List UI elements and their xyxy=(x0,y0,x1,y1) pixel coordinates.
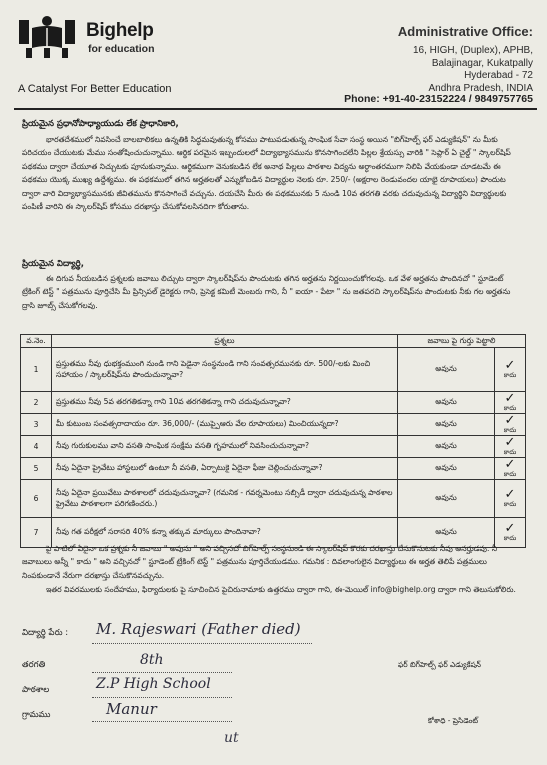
answer-yes: అవును xyxy=(398,436,495,458)
office-line: 16, HIGH, (Duplex), APHB, xyxy=(412,45,533,56)
class-underline xyxy=(92,672,232,673)
office-heading: Administrative Office: xyxy=(397,24,533,39)
handwritten-mark: ut xyxy=(224,730,239,746)
answer-no-cell xyxy=(495,480,526,518)
row-number: 7 xyxy=(21,518,52,548)
row-question: నీవు గత పరీక్షలో సరాసరి 40% కన్నా తక్కువ మార్కులు పొందినావా? xyxy=(52,518,398,548)
row-question: నీవు ఏదైనా ప్రయివేటు పాఠశాలలో చదువుచున్నావా? (గమనిక - గవర్నమెంటు సబ్సిడీ ద్వారా చదువుచున్న పాఠశాల ప్రైవేటు పాఠశాలగా పరిగణించరు.) xyxy=(52,480,398,518)
row-number: 3 xyxy=(21,414,52,436)
col-header-number: వ.నెం. xyxy=(21,335,52,348)
answer-no-cell xyxy=(495,392,526,414)
brand-subtitle: for education xyxy=(88,43,155,55)
row-question: ప్రస్తుతము నీవు 5వ తరగతికన్నా గాని 10వ తరగతికన్నా గాని చదువుచున్నావా? xyxy=(52,392,398,414)
answer-yes: అవును xyxy=(398,518,495,548)
answer-no-cell xyxy=(495,436,526,458)
tagline: A Catalyst For Better Education xyxy=(18,83,172,95)
col-header-answer: జవాబు పై గుర్తు పెట్టాలి xyxy=(398,335,526,348)
answer-no-cell xyxy=(495,348,526,392)
header-divider xyxy=(14,108,537,110)
student-name-value[interactable]: M. Rajeswari (Father died) xyxy=(96,620,301,638)
checkmark-icon: ✓ xyxy=(504,390,516,406)
answer-yes: అవును xyxy=(398,480,495,518)
col-header-question: ప్రశ్నలు xyxy=(52,335,398,348)
office-line: Andhra Pradesh, INDIA xyxy=(428,82,533,94)
answer-yes: అవును xyxy=(398,414,495,436)
answer-no: కాదు xyxy=(503,469,517,478)
answer-no: కాదు xyxy=(503,403,517,412)
answer-no: కాదు xyxy=(503,370,517,379)
contact-paragraph: ఇతర వివరములకు సందేహము, ఫిర్యాదులకు పై సూచించిన పైచిరునామాకు ఉత్తరము ద్వారా గాని, ఈ-మెయిల్ info@bighelp.org ద్వారా గాని తెలుసుకోలిరు. xyxy=(46,585,516,594)
eligibility-table xyxy=(20,334,526,548)
answer-no: కాదు xyxy=(503,499,517,508)
checkmark-icon: ✓ xyxy=(504,456,516,472)
class-value[interactable]: 8th xyxy=(140,652,164,668)
answer-yes: అవును xyxy=(398,348,495,392)
table-row xyxy=(21,480,526,518)
village-underline xyxy=(92,721,232,722)
checkmark-icon: ✓ xyxy=(504,412,516,428)
answer-no: కాదు xyxy=(503,447,517,456)
table-row xyxy=(21,392,526,414)
row-question: నీవు గురుకులము వాని వసతి సాంఘిక సంక్షేమ వసతి గృహములో నివసించుచున్నావా? xyxy=(52,436,398,458)
school-value[interactable]: Z.P High School xyxy=(96,676,211,692)
brand-name: Bighelp xyxy=(86,20,154,41)
office-address xyxy=(398,24,533,95)
checkmark-icon: ✓ xyxy=(504,434,516,450)
row-question: ప్రస్తుతము నీవు ధుభక్తంముంగి నుండి గాని పెడైనా సంస్థనుండి గాని సంవత్సరమునకు రూ. 500/-లకు మించి సహాయం / స్కాలర్‌షిప్‌ను పొందుచున్నావా? xyxy=(52,348,398,392)
row-number: 2 xyxy=(21,392,52,414)
village-label: గ్రామము xyxy=(22,710,51,720)
row-question: నీవు ఏదైనా ప్రైవేటు హాస్టలులో ఉంటూ నీ వసతి, ఏర్పాటుకై ఏదైనా ఫీజు చెల్లించుచున్నావా? xyxy=(52,458,398,480)
row-number: 5 xyxy=(21,458,52,480)
row-number: 6 xyxy=(21,480,52,518)
salutation-student: ప్రియమైన విద్యార్థి, xyxy=(22,259,84,269)
table-row xyxy=(21,436,526,458)
checkmark-icon: ✓ xyxy=(504,520,516,536)
row-number: 4 xyxy=(21,436,52,458)
checkmark-icon: ✓ xyxy=(504,486,516,502)
signature-organization: ఫర్ బిగ్‌హెల్ప్ ఫర్ ఎడ్యుకేషన్ xyxy=(398,660,481,669)
intro-paragraph: భారతదేశములో నివసించే బాలబాలికలు ఉన్నతికి సిద్ధమవుతున్న కోసము పాటుపడుతున్న సాంఘిక సేవా సంస్థ అయిన "బిగ్‌హెల్ప్ ఫర్ ఎడ్యుకేషన్" ను మీకు పరిచయం చేయుటకు మేము సంతోషించుచున్నాము. ఆర్థిక పరమైన ఇబ్బందులలో విద్యాభ్యాసమును కొనసాగించలేని పిల్లల శ్రేయస్సు వారికి " సెప్లార్ ఏ చైల్డ్ " స్కాలర్‌షిప్ పథకము ద్వారా చేయూత నిచ్చుటకు పూనుకున్నాము. ఆర్థికముగా వెనుకబడిన లేక అనాథ పిల్లలు పాఠశాల విద్యను అర్ధాంతరముగా నిలిపి వేయకుండా చూడటమే ఈ పథకము యొక్క ముఖ్య ఉద్దేశ్యము. ఈ పథకములో తగిన అర్హతలతో ఎన్నుకోబడిన విద్యార్థుల నెలకు రూ. 250/- (అక్షరాల రెండువందల యాభై రూపాయలు) పొందుట ద్వారా వారి విద్యాభ్యాసమునకు జీవితమును కొనసాగించే వచ్చును. దయచేసి మీరు ఈ పథకమునకు 5 నుండి 10వ తరగతి వరకు చదువుచున్న విద్యార్థిని విద్యార్థులకు పంపిణీ వారిని ఈ స్కాలర్‌షిప్ కోసము దరఖాస్తు చేసుకోవలసినదిగా కోరుతాను. xyxy=(22,135,511,212)
student-name-label: విద్యార్థి పేరు : xyxy=(22,628,69,638)
answer-yes: అవును xyxy=(398,458,495,480)
bighelp-logo-icon xyxy=(18,14,76,60)
instructions-paragraph: ఈ దిగువ నీయబడిన ప్రశ్నలకు జవాబు లిచ్చుట ద్వారా స్కాలర్‌షిప్‌ను పొందుటకు తగిన అర్హతను నిర్ణయించుకోగలవు. ఒక వేళ అర్హతను పొందినచో " స్టూడెంట్ ట్రేకింగ్ టెస్ట్ " పత్రమును పూర్తిచేసి మీ ప్రిన్సిపల్ డైరెక్టరు గాని, ప్రెసెక్ట కమిటీ మెంబరు గాని, నీ " ఐయా - పేటా " ను జతపరచి స్కాలర్‌షిప్‌ను పొందుటకు నీకు గల అర్హతను ద్రాసి జూబ్స్ చేసుకోగలవు. xyxy=(22,274,511,310)
answer-no-cell xyxy=(495,414,526,436)
office-line: Balajinagar, Kukatpally xyxy=(431,57,533,69)
table-row xyxy=(21,458,526,480)
table-row xyxy=(21,348,526,392)
conditions-paragraph: పై పాటిలో ఏదైనా ఒక ప్రశ్నకు నీ జవాబు " అవును " అని వచ్చినచో బిగ్‌హెల్ప్ సంస్థనుండి ఈ స్కాలర్‌షిప్ కొరకు దరఖాస్తు చేసుకొనుటకు నీవు అనర్హుడవు. నీ జవాబులు అన్నీ " కాదు " అని వచ్చినచో " స్టూడెంట్ ట్రేకింగ్ టెస్ట్ " పత్రమును పూర్తిచేయుడము. గమనిక : దివలాంగులైన విద్యార్థులు ఈ అర్హత తెలిపే పత్రములు నింపకుండానే నేరుగా దరఖాస్తు చేసుకొనవచ్చును. xyxy=(22,544,498,580)
answer-no: కాదు xyxy=(503,425,517,434)
signature-role: కోశాధి - ప్రెసిడెంట్ xyxy=(428,716,479,725)
answer-no-cell xyxy=(495,458,526,480)
class-label: తరగతి xyxy=(22,660,46,670)
village-value[interactable]: Manur xyxy=(106,700,157,718)
checkmark-icon: ✓ xyxy=(504,357,516,373)
school-underline xyxy=(92,697,232,698)
answer-yes: అవును xyxy=(398,392,495,414)
office-line: Hyderabad - 72 xyxy=(464,70,533,81)
row-question: మీ కుటుంబ సంవత్సరాదాయం రూ. 36,000/- (ముప్పైఆరు వేల రూపాయలు) మించియున్నదా? xyxy=(52,414,398,436)
table-header-row xyxy=(21,335,526,348)
office-phone: Phone: +91-40-23152224 / 9849757765 xyxy=(344,93,533,105)
row-number: 1 xyxy=(21,348,52,392)
answer-no: కాదు xyxy=(503,533,517,542)
table-row xyxy=(21,414,526,436)
salutation-principal: ప్రియమైన ప్రధానోపాధ్యాయుడు లేక ప్రాధానికారి, xyxy=(22,119,179,129)
name-underline xyxy=(92,643,312,644)
school-label: పాఠశాల xyxy=(22,685,50,695)
